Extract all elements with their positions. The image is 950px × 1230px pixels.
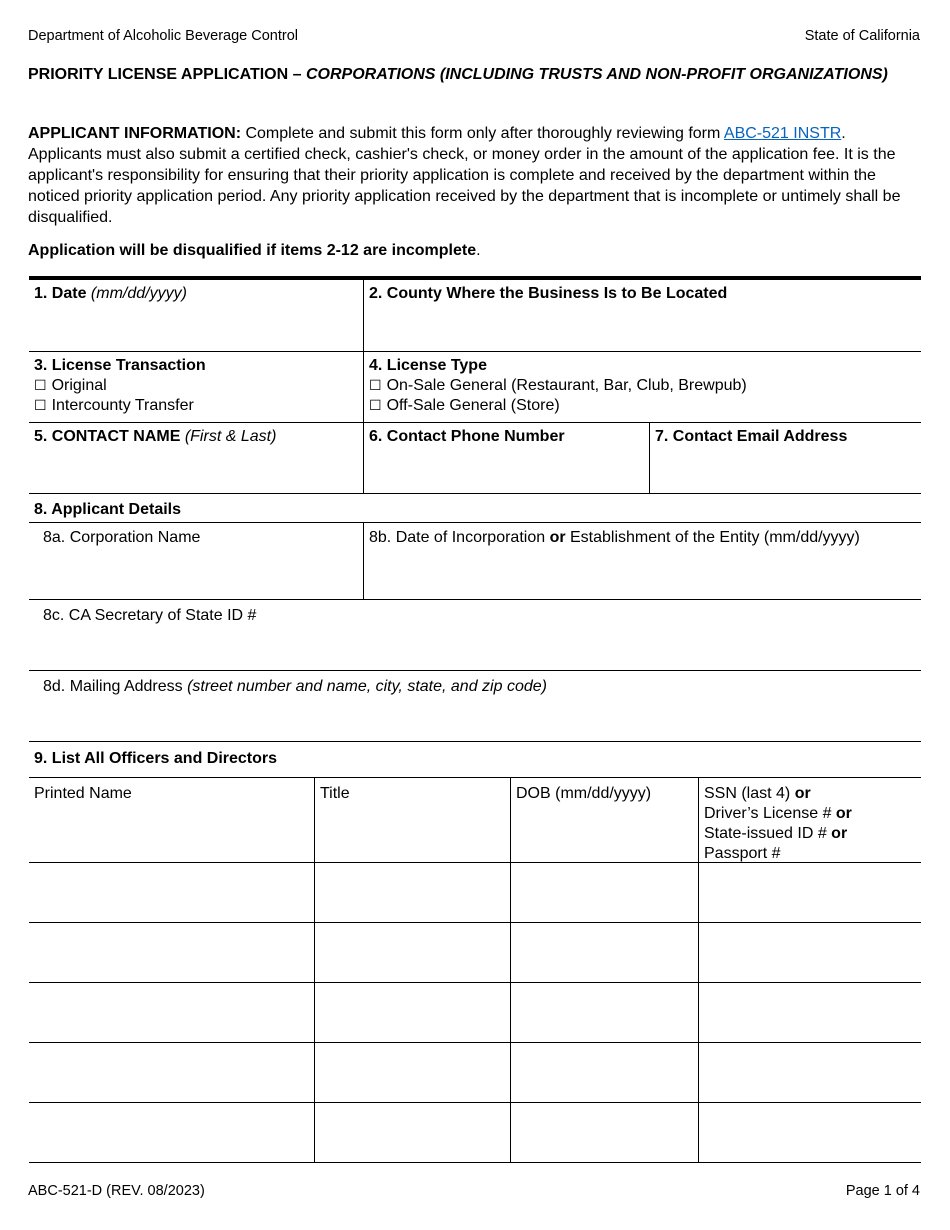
or-text: or [835, 805, 852, 822]
divider [363, 280, 364, 493]
contact-phone-label-text: 6. Contact Phone Number [369, 428, 565, 445]
checkbox-icon: ☐ [34, 378, 47, 394]
applicant-details-heading-text: 8. Applicant Details [34, 501, 181, 518]
applicant-details-heading [34, 500, 181, 520]
department-name: Department of Alcoholic Beverage Control [28, 28, 299, 44]
applicant-information [28, 123, 923, 228]
county-label [369, 284, 727, 304]
county-input[interactable] [365, 305, 920, 350]
divider [698, 777, 699, 1162]
officer-title-input[interactable] [316, 983, 509, 1041]
officer-name-input[interactable] [30, 1103, 313, 1161]
officer-title-input[interactable] [316, 863, 509, 921]
option-label: Original [51, 377, 107, 394]
checkbox-icon: ☐ [34, 398, 47, 414]
corporation-name-input[interactable] [30, 550, 362, 598]
form-title-subtitle: CORPORATIONS (INCLUDING TRUSTS AND NON-PROFIT ORGANIZATIONS) [305, 66, 888, 83]
id-line-2 [704, 804, 852, 824]
officer-name-input[interactable] [30, 983, 313, 1041]
contact-name-label-text: 5. CONTACT NAME [34, 428, 181, 445]
option-label: On-Sale General (Restaurant, Bar, Club, Brewpub) [386, 377, 747, 394]
contact-name-input[interactable] [30, 448, 362, 492]
applicant-info-text-1: Complete and submit this form only after thoroughly reviewing form [241, 125, 724, 142]
option-label: Intercounty Transfer [51, 397, 194, 414]
contact-name-hint: (First & Last) [184, 428, 277, 445]
divider [314, 777, 315, 1162]
mailing-address-hint: (street number and name, city, state, and zip code) [187, 678, 547, 695]
incorporation-date-post: Establishment of the Entity (mm/dd/yyyy) [565, 529, 860, 546]
divider [363, 522, 364, 599]
officers-heading-text: 9. List All Officers and Directors [34, 750, 278, 767]
contact-name-label [34, 427, 276, 447]
divider [29, 351, 921, 352]
license-type-label: 4. License Type [369, 357, 487, 374]
divider [29, 741, 921, 742]
id-line-text: SSN (last 4) [704, 785, 795, 802]
checkbox-on-sale-general[interactable] [369, 376, 747, 396]
sos-id-input[interactable] [30, 628, 920, 669]
sos-id-label: 8c. CA Secretary of State ID # [43, 607, 257, 624]
id-line-4: Passport # [704, 845, 781, 862]
officer-id-input[interactable] [700, 983, 920, 1041]
divider [29, 777, 921, 778]
page-number: Page 1 of 4 [845, 1183, 920, 1199]
date-label [34, 284, 187, 304]
checkbox-intercounty-transfer[interactable] [34, 396, 206, 416]
county-label-text: 2. County Where the Business Is to Be Located [369, 285, 728, 302]
corporation-name-label: 8a. Corporation Name [43, 529, 201, 546]
mailing-address-label-text: 8d. Mailing Address [43, 678, 188, 695]
officer-id-input[interactable] [700, 863, 920, 921]
id-line-1 [704, 784, 852, 804]
officer-title-input[interactable] [316, 1043, 509, 1101]
or-text: or [549, 529, 566, 546]
date-input[interactable] [30, 305, 362, 350]
column-header-id [704, 784, 852, 864]
disqualification-tail: . [476, 242, 481, 259]
mailing-address-label [43, 677, 547, 697]
officer-id-input[interactable] [700, 1103, 920, 1161]
contact-email-label-text: 7. Contact Email Address [655, 428, 848, 445]
applicant-info-text-2: . Applicants must also submit a certified check, cashier's check, or money order in the amount of the application fee. It is the applicant's responsibility for ensuring that their priority application is complete and received by the department within the noticed priority application period. Any priority application received by the department that is incomplete or untimely shall be disqualified. [28, 125, 901, 226]
or-text: or [794, 785, 811, 802]
state-name: State of California [804, 28, 920, 44]
id-line-text: Driver’s License # [704, 805, 836, 822]
divider [29, 670, 921, 671]
id-line-text: State-issued ID # [704, 825, 832, 842]
option-label: Off-Sale General (Store) [386, 397, 560, 414]
checkbox-off-sale-general[interactable] [369, 396, 747, 416]
abc-521-instr-link[interactable]: ABC-521 INSTR [723, 125, 842, 142]
license-type [369, 356, 747, 416]
column-header-printed-name: Printed Name [34, 785, 132, 802]
officer-dob-input[interactable] [512, 983, 697, 1041]
checkbox-icon: ☐ [369, 378, 382, 394]
officers-heading [34, 749, 277, 769]
table-top-rule [29, 276, 921, 280]
date-label-text: 1. Date [34, 285, 87, 302]
checkbox-icon: ☐ [369, 398, 382, 414]
divider [29, 422, 921, 423]
officer-dob-input[interactable] [512, 923, 697, 981]
divider [29, 1162, 921, 1163]
form-title-main: PRIORITY LICENSE APPLICATION – [28, 66, 306, 83]
officer-name-input[interactable] [30, 923, 313, 981]
column-header-title: Title [320, 785, 350, 802]
license-transaction-label: 3. License Transaction [34, 357, 206, 374]
incorporation-date-label [369, 528, 860, 548]
contact-phone-input[interactable] [365, 448, 648, 492]
officer-title-input[interactable] [316, 923, 509, 981]
officer-dob-input[interactable] [512, 1103, 697, 1161]
divider [510, 777, 511, 1162]
officer-id-input[interactable] [700, 923, 920, 981]
officer-dob-input[interactable] [512, 863, 697, 921]
incorporation-date-pre: 8b. Date of Incorporation [369, 529, 550, 546]
column-header-dob: DOB (mm/dd/yyyy) [516, 785, 652, 802]
officer-name-input[interactable] [30, 863, 313, 921]
divider [29, 522, 921, 523]
officer-dob-input[interactable] [512, 1043, 697, 1101]
contact-email-label [655, 427, 847, 447]
checkbox-original[interactable] [34, 376, 206, 396]
form-id: ABC-521-D (REV. 08/2023) [28, 1183, 205, 1199]
contact-phone-label [369, 427, 565, 447]
license-transaction [34, 356, 206, 416]
divider [649, 422, 650, 493]
divider [29, 599, 921, 600]
officer-id-input[interactable] [700, 1043, 920, 1101]
applicant-info-lead: APPLICANT INFORMATION: [28, 125, 242, 142]
or-text: or [831, 825, 848, 842]
disqualification-notice [28, 242, 481, 260]
officer-title-input[interactable] [316, 1103, 509, 1161]
incorporation-date-input[interactable] [365, 550, 920, 598]
mailing-address-input[interactable] [30, 699, 920, 740]
id-line-3 [704, 824, 852, 844]
contact-email-input[interactable] [651, 448, 920, 492]
disqualification-bold: Application will be disqualified if items 2-12 are incomplete [28, 242, 477, 259]
divider [29, 493, 921, 494]
date-hint: (mm/dd/yyyy) [90, 285, 187, 302]
officer-name-input[interactable] [30, 1043, 313, 1101]
form-title [28, 63, 908, 87]
